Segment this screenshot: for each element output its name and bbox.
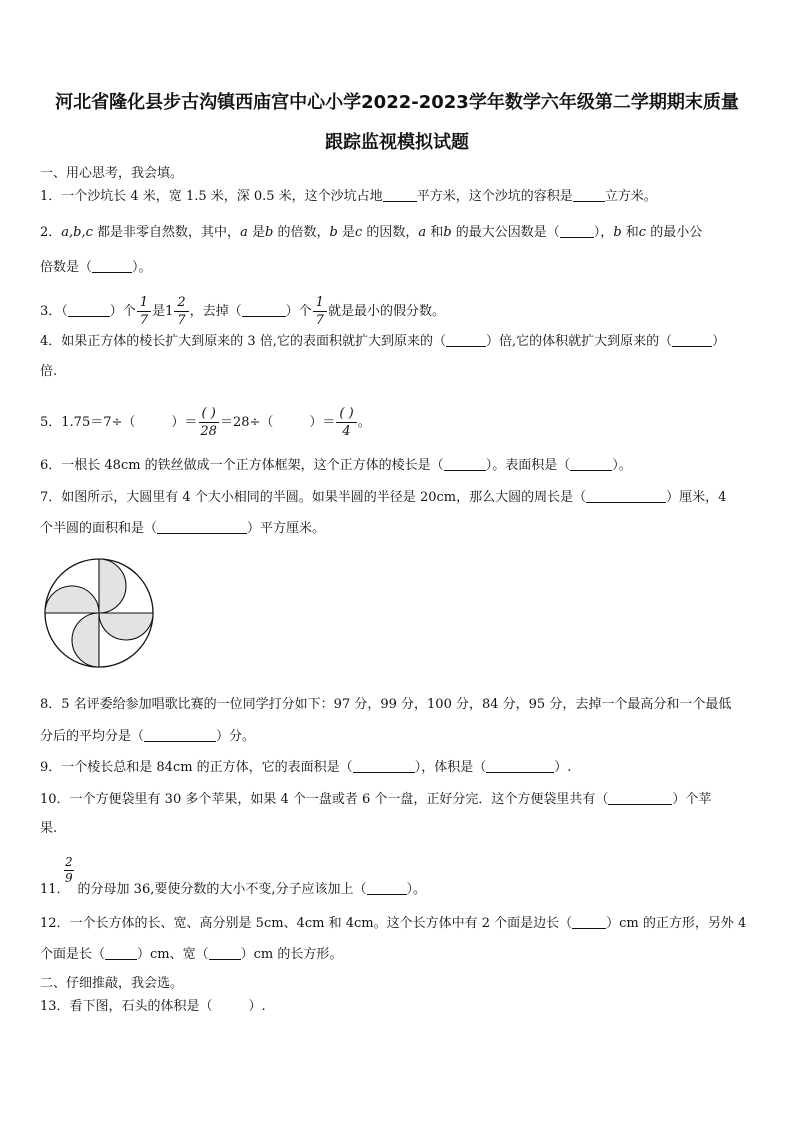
q3-blank-2[interactable] xyxy=(242,302,286,317)
q1-blank-area[interactable] xyxy=(383,187,417,202)
q6-text-b: ）。表面积是（ xyxy=(485,458,571,473)
q4-text-b: ）倍,它的体积就扩大到原来的（ xyxy=(485,334,673,349)
q9-text-a: 9．一个棱长总和是 84cm 的正方体，它的表面积是（ xyxy=(40,760,353,775)
q2-line2-text: 倍数是（ xyxy=(40,260,93,275)
q7-text-a: 7．如图所示，大圆里有 4 个大小相同的半圆。如果半圆的半径是 20cm，那么大圆的周长是（ xyxy=(40,490,587,505)
q8-line2-end: ）分。 xyxy=(216,729,256,744)
q11-text-c: ）。 xyxy=(406,882,427,897)
question-12-line2 xyxy=(40,945,342,964)
q11-blank-numerator[interactable] xyxy=(367,880,407,895)
q5-text-c: ＝28÷（ xyxy=(219,415,274,430)
q3-blank-1[interactable] xyxy=(68,302,110,317)
question-6 xyxy=(40,456,632,475)
q5-text-e: 。 xyxy=(357,415,371,430)
q9-blank-surface[interactable] xyxy=(353,758,415,773)
q12-text-a: 12．一个长方体的长、宽、高分别是 5cm、4cm 和 4cm。这个长方体中有 2 个面是边长（ xyxy=(40,916,573,931)
q6-blank-edge[interactable] xyxy=(444,456,486,471)
circle-semicircles-figure xyxy=(42,557,156,669)
q3-fraction-3 xyxy=(313,294,327,329)
q2-blank-gcd[interactable] xyxy=(560,223,594,238)
q5-fraction-2 xyxy=(336,405,356,440)
q10-blank-apples[interactable] xyxy=(608,790,672,805)
question-8: 8．5 名评委给参加唱歌比赛的一位同学打分如下：97 分，99 分，100 分，84 分，95 分，去掉一个最高分和一个最低 xyxy=(40,697,732,712)
q3-text-f: 就是最小的假分数。 xyxy=(327,304,445,319)
q12-blank-width[interactable] xyxy=(209,945,241,960)
q2-text-j: 的最小公 xyxy=(650,225,703,240)
q3-frac3-num: 1 xyxy=(313,294,327,312)
q3-frac3-den: 7 xyxy=(315,313,324,328)
question-3 xyxy=(40,294,445,329)
question-5 xyxy=(40,405,371,440)
question-10 xyxy=(40,790,711,809)
question-10-line2: 果. xyxy=(40,821,58,836)
question-12 xyxy=(40,914,746,933)
q2-var: b xyxy=(264,225,274,240)
q2-number: 2． xyxy=(40,225,62,240)
q2-var: b xyxy=(613,225,622,240)
q4-blank-volume[interactable] xyxy=(672,332,712,347)
section-heading-fill: 一、用心思考，我会填。 xyxy=(40,166,184,181)
q6-text-c: ）。 xyxy=(612,458,632,473)
q2-text-a: 都是非零自然数，其中， xyxy=(97,225,241,240)
q4-text-a: 4．如果正方体的棱长扩大到原来的 3 倍,它的表面积就扩大到原来的（ xyxy=(40,334,446,349)
q13-text-b: ）. xyxy=(248,999,266,1014)
q4-blank-area[interactable] xyxy=(446,332,486,347)
q2-var: c xyxy=(354,225,363,240)
q1-blank-volume[interactable] xyxy=(573,187,605,202)
q2-text-e: 的因数， xyxy=(366,225,419,240)
q7-blank-area[interactable] xyxy=(157,519,247,534)
question-2 xyxy=(40,223,702,242)
section-heading-choice: 二、仔细推敲，我会选。 xyxy=(40,976,184,991)
q2-text-i: 和 xyxy=(625,225,639,240)
q2-var: b xyxy=(443,225,452,240)
q1-text-b: 平方米，这个沙坑的容积是 xyxy=(416,189,573,204)
q12-blank-square[interactable] xyxy=(572,914,606,929)
document-title-line1: 河北省隆化县步古沟镇西庙宫中心小学2022-2023学年数学六年级第二学期期末质量 xyxy=(55,92,739,113)
q7-blank-circumference[interactable] xyxy=(586,488,666,503)
q1-text-c: 立方米。 xyxy=(604,189,657,204)
q5-fraction-1 xyxy=(198,405,219,440)
q3-text-a: 3．（ xyxy=(40,304,68,319)
question-8-line2 xyxy=(40,727,255,746)
q2-line2-end: ）。 xyxy=(132,260,152,275)
question-7-line2 xyxy=(40,519,325,538)
q9-text-c: ）. xyxy=(554,760,572,775)
q8-line2-text: 分后的平均分是（ xyxy=(40,729,145,744)
question-2-line2 xyxy=(40,258,152,277)
q5-text-d: ）＝ xyxy=(309,415,336,430)
q12-text-b: ）cm 的正方形，另外 4 xyxy=(606,916,747,931)
q3-fraction-1 xyxy=(137,294,151,329)
q11-frac-num: 2 xyxy=(65,855,73,869)
q2-var: b xyxy=(329,225,338,240)
q7-line2-text: 个半圆的面积和是（ xyxy=(40,521,158,536)
q3-text-e: ）个 xyxy=(285,304,312,319)
q5-text-a: 5．1.75＝7÷（ xyxy=(40,415,136,430)
q3-fraction-2 xyxy=(174,294,188,329)
q3-text-d: ，去掉（ xyxy=(189,304,242,319)
q2-text-c: 的倍数， xyxy=(277,225,330,240)
q3-frac1-den: 7 xyxy=(139,313,149,328)
q5-frac1-num[interactable]: ( ) xyxy=(199,405,219,423)
document-title-line2: 跟踪监视模拟试题 xyxy=(325,132,469,153)
q6-text-a: 6．一根长 48cm 的铁丝做成一个正方体框架，这个正方体的棱长是（ xyxy=(40,458,444,473)
q11-text-b: 的分母加 36,要使分数的大小不变,分子应该加上（ xyxy=(77,882,367,897)
q2-blank-lcm[interactable] xyxy=(92,258,132,273)
q5-frac2-num[interactable]: ( ) xyxy=(336,405,356,423)
q6-blank-surface[interactable] xyxy=(570,456,612,471)
q3-text-c: 是1 xyxy=(152,304,174,319)
q2-text-g: 的最大公因数是（ xyxy=(455,225,560,240)
q3-frac2-num: 2 xyxy=(174,294,188,312)
q7-text-b: ）厘米，4 xyxy=(666,490,727,505)
q3-frac2-den: 7 xyxy=(177,313,186,328)
q12-line2-text: 个面是长（ xyxy=(40,947,106,962)
question-9 xyxy=(40,758,571,777)
q2-var: c xyxy=(638,225,647,240)
q11-frac-den: 9 xyxy=(65,871,73,885)
q4-text-c: ） xyxy=(712,334,726,349)
q9-blank-volume[interactable] xyxy=(486,758,554,773)
q2-text-b: 是 xyxy=(251,225,265,240)
question-1 xyxy=(40,187,657,206)
q5-frac1-den: 28 xyxy=(200,424,217,439)
question-11 xyxy=(40,880,426,899)
q2-text-f: 和 xyxy=(430,225,444,240)
q2-text-d: 是 xyxy=(341,225,355,240)
q5-frac2-den: 4 xyxy=(342,424,351,439)
question-13 xyxy=(40,998,266,1016)
q10-text-b: ）个苹 xyxy=(672,792,712,807)
q8-blank-average[interactable] xyxy=(144,727,216,742)
q3-frac1-num: 1 xyxy=(137,294,151,312)
q12-line2-mid: ）cm、宽（ xyxy=(137,947,209,962)
q2-var: a xyxy=(418,225,427,240)
q12-line2-end: ）cm 的长方形。 xyxy=(240,947,343,962)
q9-text-b: ），体积是（ xyxy=(414,760,487,775)
q13-text-a: 13．看下图，石头的体积是（ xyxy=(40,999,213,1014)
q11-text-a: 11． xyxy=(40,882,70,897)
q2-var: a xyxy=(240,225,248,240)
q5-text-b: ）＝ xyxy=(171,415,198,430)
q7-line2-end: ）平方厘米。 xyxy=(247,521,326,536)
q2-text-h: ）， xyxy=(593,225,614,240)
q2-vars: a,b,c xyxy=(61,225,93,240)
q3-text-b: ）个 xyxy=(109,304,136,319)
q10-text-a: 10．一个方便袋里有 30 多个苹果，如果 4 个一盘或者 6 个一盘，正好分完．这个方便袋里共有（ xyxy=(40,792,609,807)
q12-blank-length[interactable] xyxy=(105,945,137,960)
question-4 xyxy=(40,332,725,351)
q1-text-a: 1．一个沙坑长 4 米，宽 1.5 米，深 0.5 米，这个沙坑占地 xyxy=(40,189,383,204)
question-4-line2: 倍. xyxy=(40,364,58,379)
question-7 xyxy=(40,488,726,507)
